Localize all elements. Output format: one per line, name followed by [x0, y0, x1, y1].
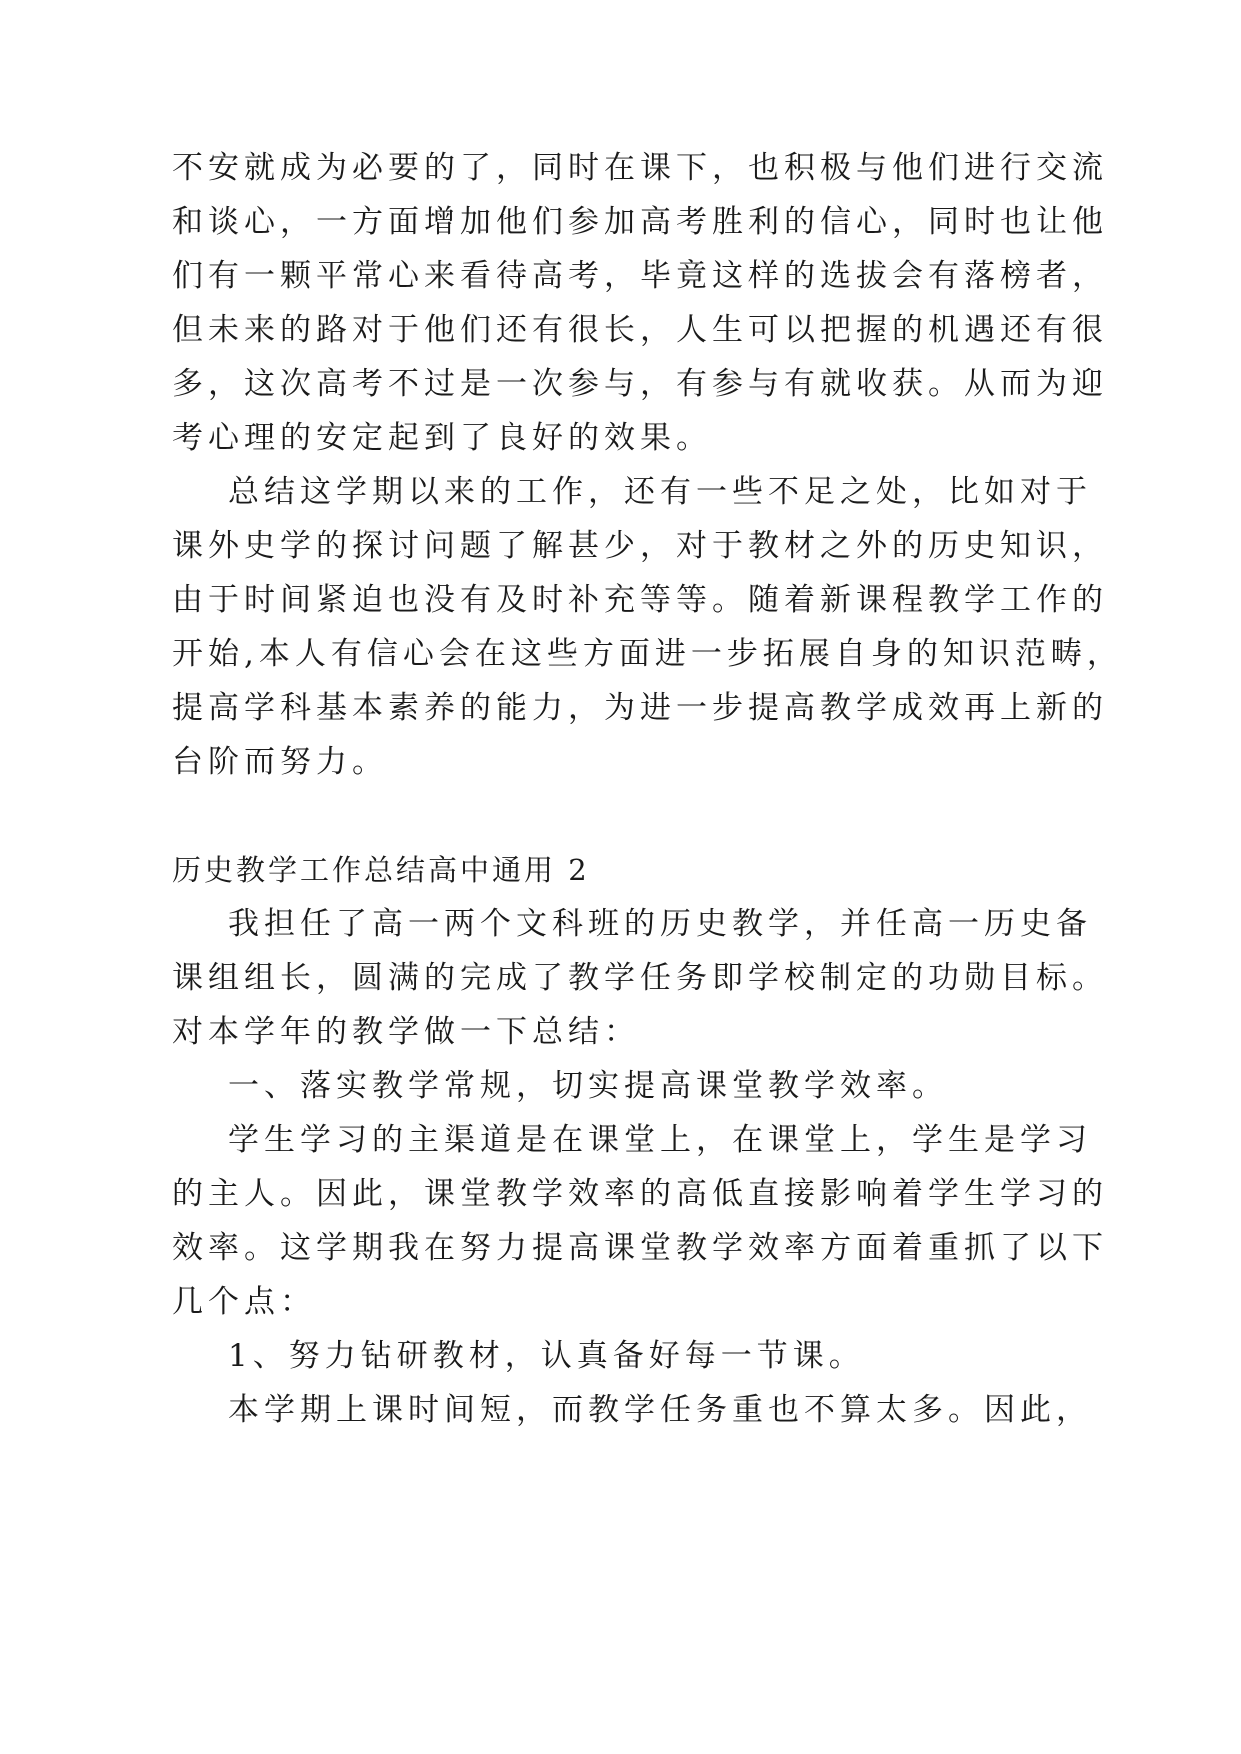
- text-line: 的主人。因此，课堂教学效率的高低直接影响着学生学习的: [172, 1176, 1108, 1212]
- text-line: 台阶而努力。: [172, 744, 388, 780]
- text-line: 们有一颗平常心来看待高考，毕竟这样的选拔会有落榜者，: [172, 258, 1108, 294]
- text-line: 提高学科基本素养的能力，为进一步提高教学成效再上新的: [172, 690, 1108, 726]
- text-line: 效率。这学期我在努力提高课堂教学效率方面着重抓了以下: [172, 1230, 1108, 1266]
- text-line: 多，这次高考不过是一次参与，有参与有就收获。从而为迎: [172, 366, 1108, 402]
- text-line: 总结这学期以来的工作，还有一些不足之处，比如对于: [228, 474, 1092, 510]
- text-line: 不安就成为必要的了，同时在课下，也积极与他们进行交流: [172, 150, 1108, 186]
- text-line: 本学期上课时间短，而教学任务重也不算太多。因此，: [228, 1392, 1092, 1428]
- text-line: 课组组长，圆满的完成了教学任务即学校制定的功勋目标。: [172, 960, 1108, 996]
- text-line: 我担任了高一两个文科班的历史教学，并任高一历史备: [228, 906, 1092, 942]
- text-line: 开始,本人有信心会在这些方面进一步拓展自身的知识范畴，: [172, 636, 1123, 672]
- text-line: 和谈心，一方面增加他们参加高考胜利的信心，同时也让他: [172, 204, 1108, 240]
- text-line: 考心理的安定起到了良好的效果。: [172, 420, 712, 456]
- text-line: 一、落实教学常规，切实提高课堂教学效率。: [228, 1068, 948, 1104]
- text-line: 由于时间紧迫也没有及时补充等等。随着新课程教学工作的: [172, 582, 1108, 618]
- text-line: 学生学习的主渠道是在课堂上，在课堂上，学生是学习: [228, 1122, 1092, 1158]
- text-line: 对本学年的教学做一下总结：: [172, 1014, 640, 1050]
- text-line: 几个点：: [172, 1284, 316, 1320]
- text-line: 课外史学的探讨问题了解甚少，对于教材之外的历史知识，: [172, 528, 1108, 564]
- text-line: 1、努力钻研教材，认真备好每一节课。: [228, 1338, 865, 1374]
- section-heading: 历史教学工作总结高中通用 2: [172, 853, 590, 887]
- text-line: 但未来的路对于他们还有很长，人生可以把握的机遇还有很: [172, 312, 1108, 348]
